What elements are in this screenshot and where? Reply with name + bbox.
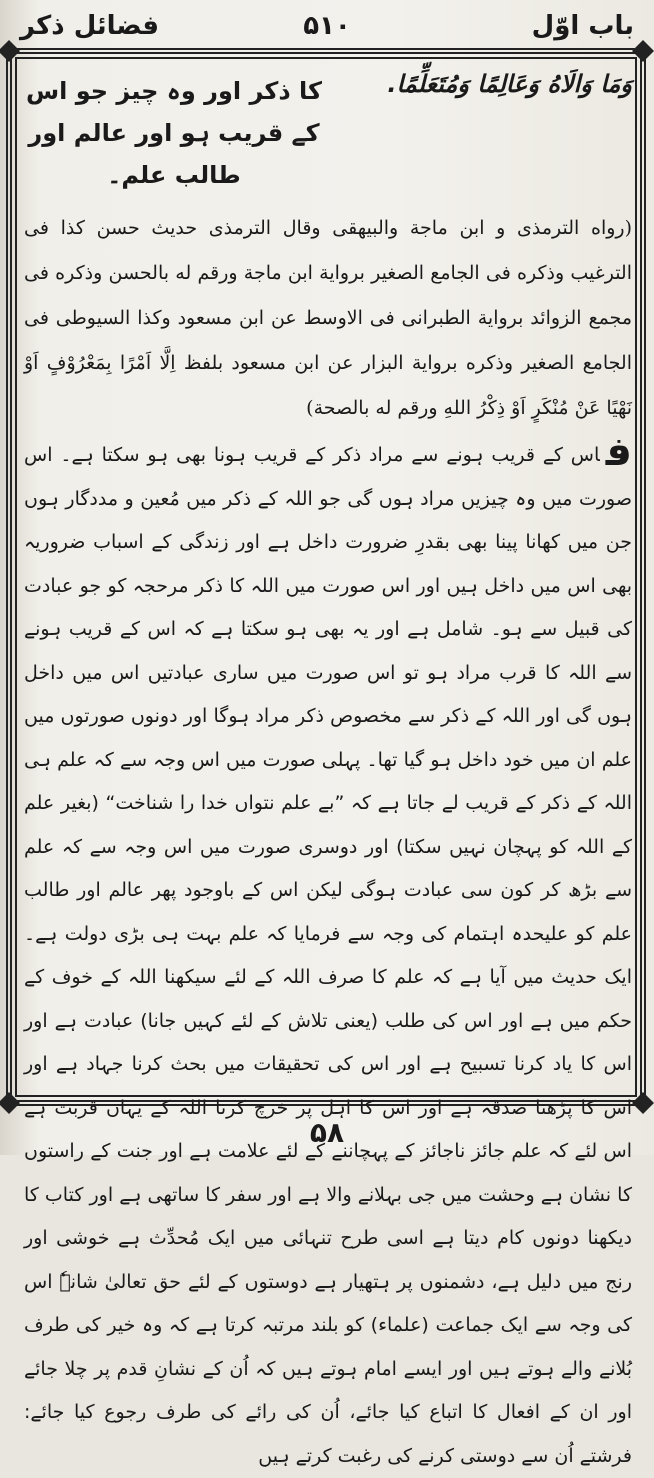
commentary-paragraph [24,431,632,1478]
page-number-bottom: ۵۸ [309,1116,345,1149]
page-header [20,6,634,46]
hadith-urdu-translation: کا ذکر اور وہ چیز جو اس کے قریب ہو اور عالم اور طالب علم۔ [26,77,322,189]
hadith-arabic-ending: وَمَا وَالَاهُ وَعَالِمًا وَمُتَعَلِّمًا. [387,70,632,98]
hadith-translation-block [24,70,632,196]
hadith-reference: (رواه الترمذى و ابن ماجة والبيهقى وقال الترمذى حديث حسن كذا فى الترغيب وذكره فى الجامع الصغير برواية ابن ماجة ورقم له بالحسن وذكره فى مجمع الزوائد برواية الطبرانى فى الاوسط عن ابن مسعود وكذا السيوطى فى الجامع الصغير وذكره برواية البزار عن ابن مسعود بلفظ اِلَّا اَمْرًا بِمَعْرُوْفٍ اَوْ نَهْيًا عَنْ مُنْكَرٍ اَوْ ذِكْرُ اللهِ ورقم له بالصحة) [24,217,632,419]
chapter-title: باب اوّل [531,11,634,41]
page-number-top: ۵۱۰ [303,11,351,41]
corner-ornament-icon [0,40,20,62]
corner-ornament-icon [0,1092,20,1114]
fa-marker: ف [605,429,632,475]
corner-ornament-icon [632,1092,654,1114]
commentary-text: اس کے قریب ہونے سے مراد ذکر کے قریب ہونا بھی ہو سکتا ہے۔ اس صورت میں وہ چیزیں مراد ہوں گی جو اللہ کے ذکر میں مُعین و مددگار ہوں جن میں کھانا پینا بھی بقدرِ ضرورت داخل ہے اور زندگی کے اسباب ضروریہ بھی اس میں داخل ہیں اور اس صورت میں اللہ کا ذکر مرحجہ کو جو عبادت کی قبیل سے ہو۔ شامل ہے اور یہ بھی ہو سکتا ہے کہ اس کے قریب ہونے سے اللہ کا قرب مراد ہو تو اس صورت میں ساری عبادتیں اس میں داخل ہوں گی اور اللہ کے ذکر سے مخصوص ذکر مراد ہوگا اور دونوں صورتوں میں علم ان میں خود داخل ہو گیا تھا۔ پہلی صورت میں اس وجہ سے کہ علم ہی اللہ کے ذکر کے قریب لے جاتا ہے کہ ”بے علم نتواں خدا را شناخت“ (بغیر علم کے اللہ کو پہچان نہیں سکتا) اور دوسری صورت میں اس وجہ سے کہ علم سے بڑھ کر کون سی عبادت ہوگی لیکن اس کے باوجود پھر عالم اور طالب علم کو علیحدہ اہتمام کی وجہ سے فرمایا کہ علم بہت ہی بڑی دولت ہے۔ ایک حدیث میں آیا ہے کہ علم کا صرف اللہ کے لئے سیکھنا اللہ کے خوف کے حکم میں ہے اور اس کی طلب (یعنی تلاش کے لئے کہیں جانا) عبادت ہے اور اس کا یاد کرنا تسبیح ہے اور اس کی تحقیقات میں بحث کرنا جہاد ہے اور اس کا پڑھنا صدقہ ہے اور اس کا اہل پر خرچ کرنا اللہ کے یہاں قربت ہے اس لئے کہ علم جائز ناجائز کے پہچاننے کے لئے علامت ہے اور جنت کے راستوں کا نشان ہے وحشت میں جی بہلانے والا ہے اور سفر کا ساتھی ہے اور کتاب کا دیکھنا دونوں کام دیتا ہے اسی طرح تنہائی میں ایک مُحدِّث ہے خوشی اور رنج میں دلیل ہے، دشمنوں پر ہتھیار ہے دوستوں کے لئے حق تعالیٰ شانہٗ اس کی وجہ سے ایک جماعت (علماء) کو بلند مرتبہ کرتا ہے کہ وہ خیر کی طرف بُلانے والے ہوتے ہیں اور ایسے امام ہوتے ہیں کہ اُن کے نشانِ قدم پر چلا جائے اور ان کے افعال کا اتباع کیا جائے، اُن کی رائے کی طرف رجوع کیا جائے: فرشتے اُن سے دوستی کرنے کی رغبت کرتے ہیں [24,444,632,1467]
corner-ornament-icon [632,40,654,62]
book-title: فضائل ذکر [20,11,160,41]
